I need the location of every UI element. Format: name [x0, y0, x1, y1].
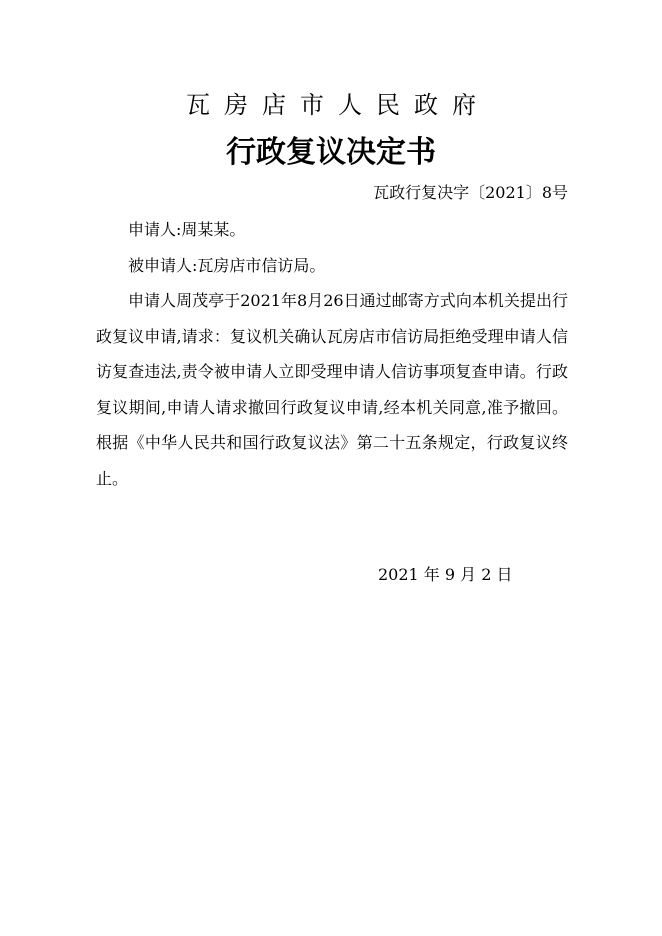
respondent-line: 被申请人:瓦房店市信访局。 — [128, 255, 326, 275]
document-title: 行政复议决定书 — [226, 135, 436, 170]
applicant-line: 申请人:周某某。 — [128, 220, 246, 239]
decision-paragraph: 申请人周茂亭于2021年8月26日通过邮寄方式向本机关提出行政复议申请,请求：复议机关确认瓦房店市信访局拒绝受理申请人信访复查违法,责令被申请人立即受理申请人信访事项复查申请。行政复议期间,申请人请求撤回行政复议申请,经本机关同意,准予撤回。根据《中华人民共和国行政复议法》第二十五条规定，行政复议终止。 — [96, 291, 568, 488]
document-date: 2021 年 9 月 2 日 — [378, 565, 513, 584]
issuing-organization-title: 瓦房店市人民政府 — [186, 91, 490, 119]
document-body — [96, 212, 568, 496]
document-number: 瓦政行复决字〔2021〕8号 — [373, 183, 568, 202]
